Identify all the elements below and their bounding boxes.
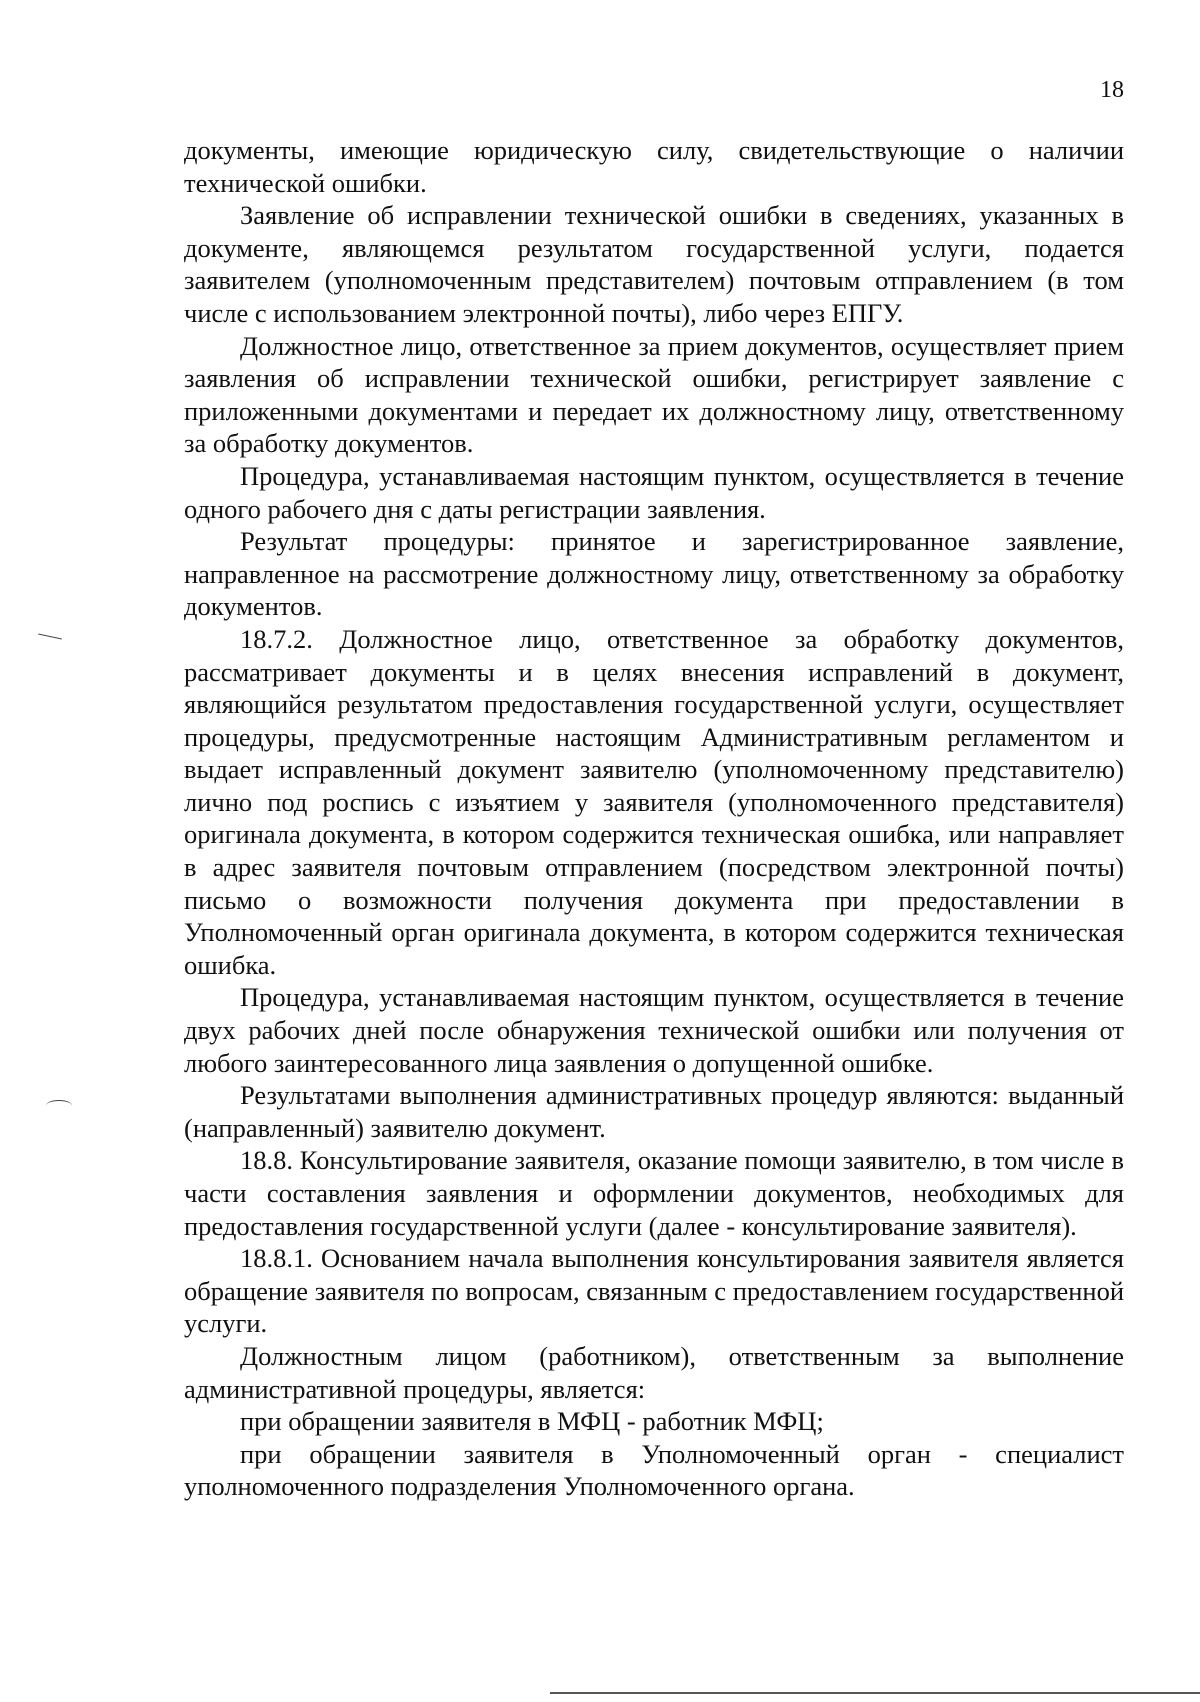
paragraph-18-8-1: 18.8.1. Основанием начала выполнения консультирования заявителя является обращение заявителя по вопросам, связанным с предоставлением государственной услуги. [184, 1243, 1124, 1339]
document-body [184, 134, 1124, 1503]
paragraph-application-submission: Заявление об исправлении технической ошибки в сведениях, указанных в документе, являющемся результатом государственной услуги, подается заявителем (уполномоченным представителем) почтовым отправлением (в том числе с использованием электронной почты), либо через ЕПГУ. [184, 200, 1124, 328]
paragraph-18-7-2: 18.7.2. Должностное лицо, ответственное за обработку документов, рассматривает документы и в целях внесения исправлений в документ, являющийся результатом предоставления государственной услуги, осуществляет процедуры, предусмотренные настоящим Административным регламентом и выдает исправленный документ заявителю (уполномоченному представителю) лично под роспись с изъятием у заявителя (уполномоченного представителя) оригинала документа, в котором содержится техническая ошибка, или направляет в адрес заявителя почтовым отправлением (посредством электронной почты) письмо о возможности получения документа при предоставлении в Уполномоченный орган оригинала документа, в котором содержится техническая ошибка. [184, 623, 1124, 980]
paragraph-procedure-results: Результатами выполнения административных процедур являются: выданный (направленный) заявителю документ. [184, 1080, 1124, 1143]
paragraph-responsible-person: Должностным лицом (работником), ответственным за выполнение административной процедуры, является: [184, 1340, 1124, 1404]
paragraph-18-8: 18.8. Консультирование заявителя, оказание помощи заявителю, в том числе в части составления заявления и оформлении документов, необходимых для предоставления государственной услуги (далее - консультирование заявителя). [184, 1145, 1124, 1241]
paragraph-procedure-term-1: Процедура, устанавливаемая настоящим пунктом, осуществляется в течение одного рабочего дня с даты регистрации заявления. [184, 460, 1124, 524]
paragraph-application-reception: Должностное лицо, ответственное за прием документов, осуществляет прием заявления об исправлении технической ошибки, регистрирует заявление с приложенными документами и передает их должностному лицу, ответственному за обработку документов. [184, 330, 1124, 459]
scan-margin-mark [38, 634, 62, 640]
paragraph-authority-case: при обращении заявителя в Уполномоченный орган - специалист уполномоченного подразделения Уполномоченного органа. [184, 1438, 1124, 1502]
paragraph-continuation: документы, имеющие юридическую силу, свидетельствующие о наличии технической ошибки. [184, 135, 1124, 198]
paragraph-mfc-case: при обращении заявителя в МФЦ - работник МФЦ; [240, 1406, 824, 1437]
bottom-scan-line [550, 1692, 1200, 1694]
paragraph-procedure-result-1: Результат процедуры: принятое и зарегистрированное заявление, направленное на рассмотрение должностному лицу, ответственному за обработку документов. [184, 526, 1124, 622]
page-number: 18 [1100, 77, 1124, 103]
scan-margin-mark [46, 1100, 72, 1111]
paragraph-procedure-term-2: Процедура, устанавливаемая настоящим пунктом, осуществляется в течение двух рабочих дней после обнаружения технической ошибки или получения от любого заинтересованного лица заявления о допущенной ошибке. [184, 982, 1124, 1078]
